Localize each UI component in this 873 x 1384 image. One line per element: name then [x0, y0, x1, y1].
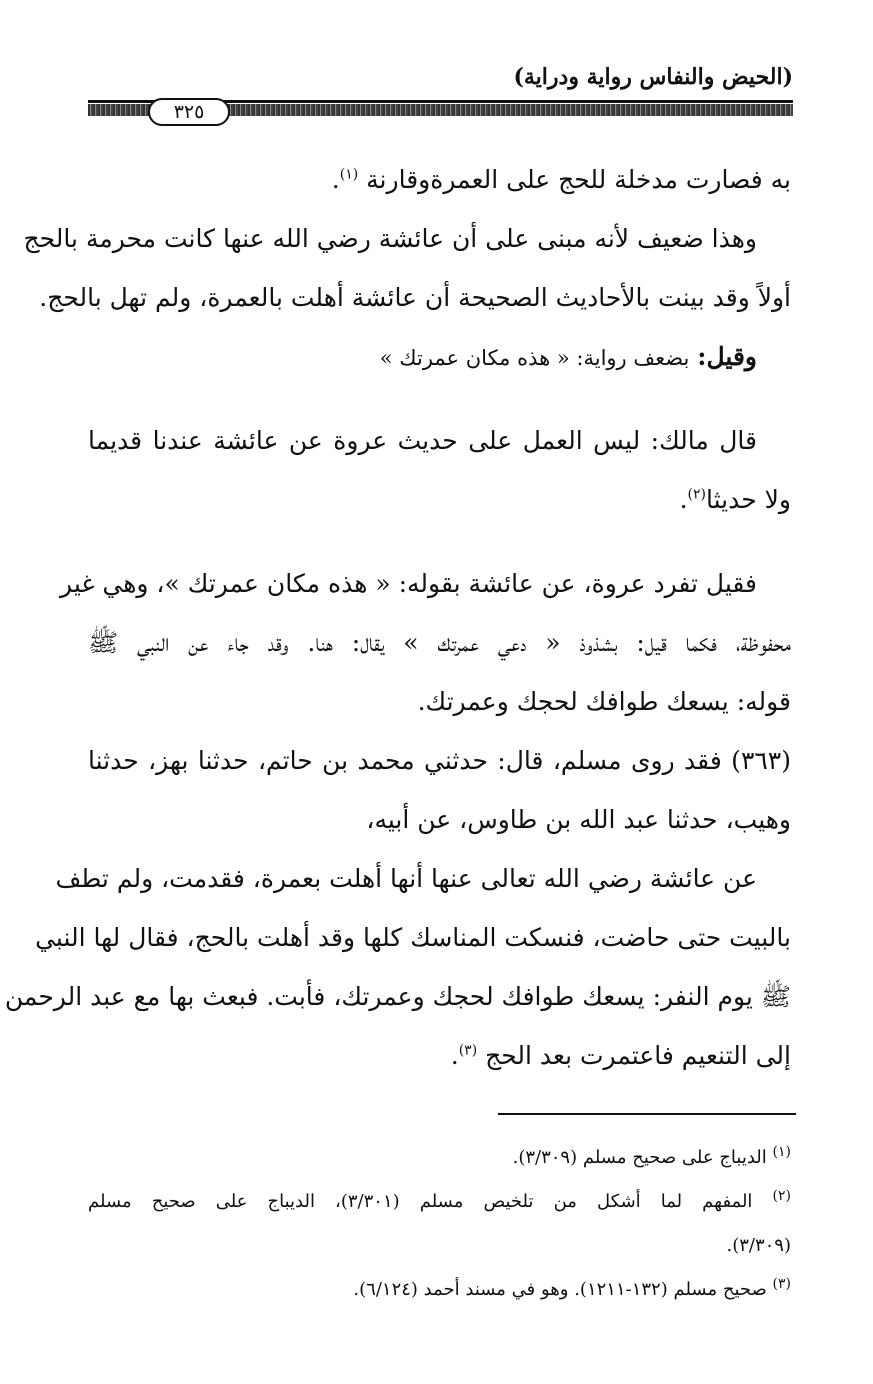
header-rule — [88, 98, 793, 124]
footnote-ref: (١) — [339, 166, 359, 183]
text-line: بالبيت حتى حاضت، فنسكت المناسك كلها وقد أهلت بالحج، فقال لها النبي — [35, 923, 791, 952]
period: . — [331, 165, 340, 194]
footnote-text: صحيح مسلم (١٣٢-١٢١١). وهو في مسند أحمد (٦/١٢٤). — [353, 1279, 767, 1300]
footnote-ref: (٣) — [458, 1042, 478, 1059]
period: . — [679, 485, 688, 514]
footnote — [88, 1268, 791, 1312]
text-line — [88, 150, 791, 209]
text-line-content: إلى التنعيم فاعتمرت بعد الحج — [485, 1041, 791, 1070]
text-line: محفوظة، فكما قيل: بشذوذ « دعي عمرتك » يقال: هنا. وقد جاء عن النبي ﷺ — [88, 628, 791, 657]
text-line-content: بضعف رواية: « هذه مكان عمرتك » — [379, 346, 690, 370]
footnote-text: الديباج على صحيح مسلم (٣/٣٠٩). — [512, 1147, 767, 1168]
page-number: ٣٢٥ — [148, 98, 230, 126]
paragraph-gap — [88, 529, 791, 554]
text-line: عن عائشة رضي الله تعالى عنها أنها أهلت بعمرة، فقدمت، ولم تطف — [55, 864, 757, 893]
period: . — [450, 1041, 459, 1070]
footnote — [88, 1136, 791, 1180]
text-line: (٣٦٣) فقد روى مسلم، قال: حدثني محمد بن حاتم، حدثنا بهز، حدثنا — [88, 746, 791, 775]
text-line: وهذا ضعيف لأنه مبنى على أن عائشة رضي الله عنها كانت محرمة بالحج — [23, 224, 757, 253]
footnotes — [88, 1136, 791, 1312]
footnote-ref: (٢) — [687, 486, 707, 503]
footnote-mark: (٢) — [772, 1188, 791, 1204]
text-line: قوله: يسعك طوافك لحجك وعمرتك. — [417, 687, 791, 716]
text-line: وهيب، حدثنا عبد الله بن طاوس، عن أبيه، — [366, 805, 791, 834]
footnote-continuation: (٣/٣٠٩). — [726, 1235, 791, 1256]
text-line-content: ولا حديثا — [706, 485, 791, 514]
footnote-mark: (١) — [772, 1144, 791, 1160]
text-line: فقيل تفرد عروة، عن عائشة بقوله: « هذه مكان عمرتك »، وهي غير — [60, 569, 757, 598]
paragraph-gap — [88, 386, 791, 411]
text-line-content: به فصارت مدخلة للحج على العمرةوقارنة — [366, 165, 791, 194]
footnote — [88, 1180, 791, 1224]
footnote-divider — [498, 1113, 796, 1115]
bold-label: وقيل: — [697, 342, 757, 371]
footnote-mark: (٣) — [772, 1276, 791, 1292]
text-line — [88, 1026, 791, 1085]
text-line — [88, 470, 791, 529]
body-text — [4, 150, 791, 1085]
running-title: (الحيض والنفاس رواية ودراية) — [513, 64, 793, 90]
text-line: قال مالك: ليس العمل على حديث عروة عن عائشة عندنا قديما — [88, 426, 757, 455]
text-line: أولاً وقد بينت بالأحاديث الصحيحة أن عائشة أهلت بالعمرة، ولم تهل بالحج. — [39, 283, 791, 312]
text-line — [88, 327, 791, 386]
footnote-text: المفهم لما أشكل من تلخيص مسلم (٣/٣٠١)، الديباج على صحيح مسلم — [88, 1191, 753, 1212]
text-line: ﷺ يوم النفر: يسعك طوافك لحجك وعمرتك، فأبت. فبعث بها مع عبد الرحمن — [4, 982, 791, 1011]
